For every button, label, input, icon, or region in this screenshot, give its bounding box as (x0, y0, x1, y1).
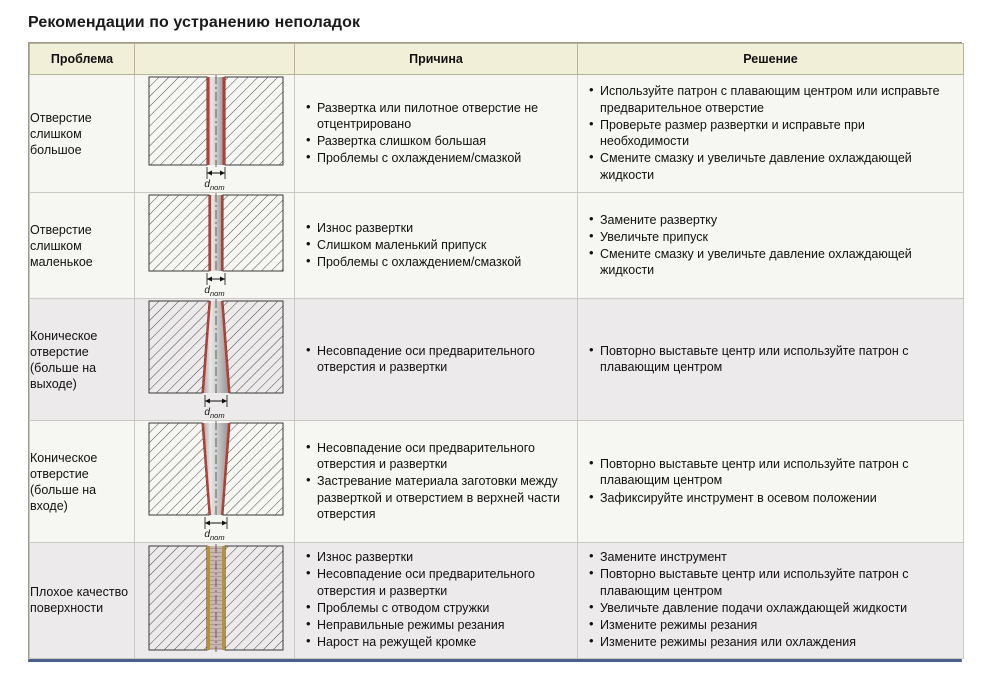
solution-list (578, 77, 963, 190)
problem-cell: Отверстие слишком большое (30, 75, 135, 193)
solution-cell (578, 421, 964, 543)
problem-cell: Коническое отверстие (больше на входе) (30, 421, 135, 543)
list-item: • Замените инструмент (600, 549, 955, 565)
table-row (30, 299, 964, 421)
cause-cell (295, 299, 578, 421)
list-item: • Неправильные режимы резания (317, 617, 569, 633)
cause-list (295, 434, 577, 529)
figure-cell (135, 421, 295, 543)
page-title: Рекомендации по устранению неполадок (28, 14, 361, 31)
figure-cell (135, 193, 295, 299)
list-item: • Проблемы с охлаждением/смазкой (317, 150, 569, 166)
problem-cell: Коническое отверстие (больше на выходе) (30, 299, 135, 421)
list-item: • Проблемы с охлаждением/смазкой (317, 254, 569, 270)
dimension-label: $d_{nom}$ (204, 285, 225, 298)
poor-surface-finish-diagram (141, 544, 289, 652)
list-item: • Износ развертки (317, 549, 569, 565)
solution-cell (578, 75, 964, 193)
dimension-label: $d_{nom}$ (204, 529, 225, 542)
solution-cell (578, 299, 964, 421)
table-header (30, 44, 964, 75)
cause-list (295, 543, 577, 658)
list-item: • Используйте патрон с плавающим центром или исправьте предварительное отверстие (600, 83, 955, 116)
list-item: • Смените смазку и увеличьте давление охлаждающей жидкости (600, 246, 955, 279)
table-row (30, 193, 964, 299)
list-item: • Несовпадение оси предварительного отверстия и развертки (317, 440, 569, 473)
list-item: • Зафиксируйте инструмент в осевом положении (600, 490, 955, 506)
list-item: • Развертка слишком большая (317, 133, 569, 149)
figure-cell (135, 543, 295, 659)
column-header-problem: Проблема (30, 44, 135, 75)
cause-list (295, 94, 577, 174)
troubleshooting-table (29, 43, 964, 659)
list-item: • Слишком маленький припуск (317, 237, 569, 253)
list-item: • Несовпадение оси предварительного отверстия и развертки (317, 566, 569, 599)
solution-list (578, 543, 963, 658)
hole-too-large-diagram (141, 75, 289, 192)
list-item: • Износ развертки (317, 220, 569, 236)
list-item: • Повторно выставьте центр или используйте патрон с плавающим центром (600, 456, 955, 489)
solution-list (578, 337, 963, 383)
list-item: • Развертка или пилотное отверстие не отцентрировано (317, 100, 569, 133)
cause-list (295, 214, 577, 278)
list-item: • Увеличьте давление подачи охлаждающей жидкости (600, 600, 955, 616)
cause-cell (295, 193, 578, 299)
tapered-hole-exit-diagram (141, 299, 289, 420)
column-header-solution: Решение (578, 44, 964, 75)
list-item: • Измените режимы резания или охлаждения (600, 634, 955, 650)
list-item: • Нарост на режущей кромке (317, 634, 569, 650)
column-header-cause: Причина (295, 44, 578, 75)
list-item: • Замените развертку (600, 212, 955, 228)
table-header-row (30, 44, 964, 75)
list-item: • Застревание материала заготовки между разверткой и отверстием в верхней части отверстия (317, 473, 569, 522)
list-item: • Несовпадение оси предварительного отверстия и развертки (317, 343, 569, 376)
list-item: • Измените режимы резания (600, 617, 955, 633)
cause-cell (295, 543, 578, 659)
table-row (30, 421, 964, 543)
troubleshooting-table-container (28, 42, 962, 662)
figure-cell (135, 299, 295, 421)
hole-too-small-diagram (141, 193, 289, 298)
list-item: • Повторно выставьте центр или используйте патрон с плавающим центром (600, 343, 955, 376)
figure-cell (135, 75, 295, 193)
list-item: • Смените смазку и увеличьте давление охлаждающей жидкости (600, 150, 955, 183)
solution-cell (578, 543, 964, 659)
problem-cell: Плохое качество поверхности (30, 543, 135, 659)
tapered-hole-entry-diagram (141, 421, 289, 542)
cause-cell (295, 75, 578, 193)
list-item: • Проверьте размер развертки и исправьте при необходимости (600, 117, 955, 150)
problem-cell: Отверстие слишком маленькое (30, 193, 135, 299)
cause-cell (295, 421, 578, 543)
solution-cell (578, 193, 964, 299)
table-body (30, 75, 964, 659)
list-item: • Увеличьте припуск (600, 229, 955, 245)
column-header-figure (135, 44, 295, 75)
list-item: • Проблемы с отводом стружки (317, 600, 569, 616)
dimension-label: $d_{nom}$ (204, 407, 225, 420)
solution-list (578, 206, 963, 286)
solution-list (578, 450, 963, 513)
cause-list (295, 337, 577, 383)
list-item: • Повторно выставьте центр или используйте патрон с плавающим центром (600, 566, 955, 599)
table-row (30, 543, 964, 659)
dimension-label: $d_{nom}$ (204, 179, 225, 192)
table-row (30, 75, 964, 193)
